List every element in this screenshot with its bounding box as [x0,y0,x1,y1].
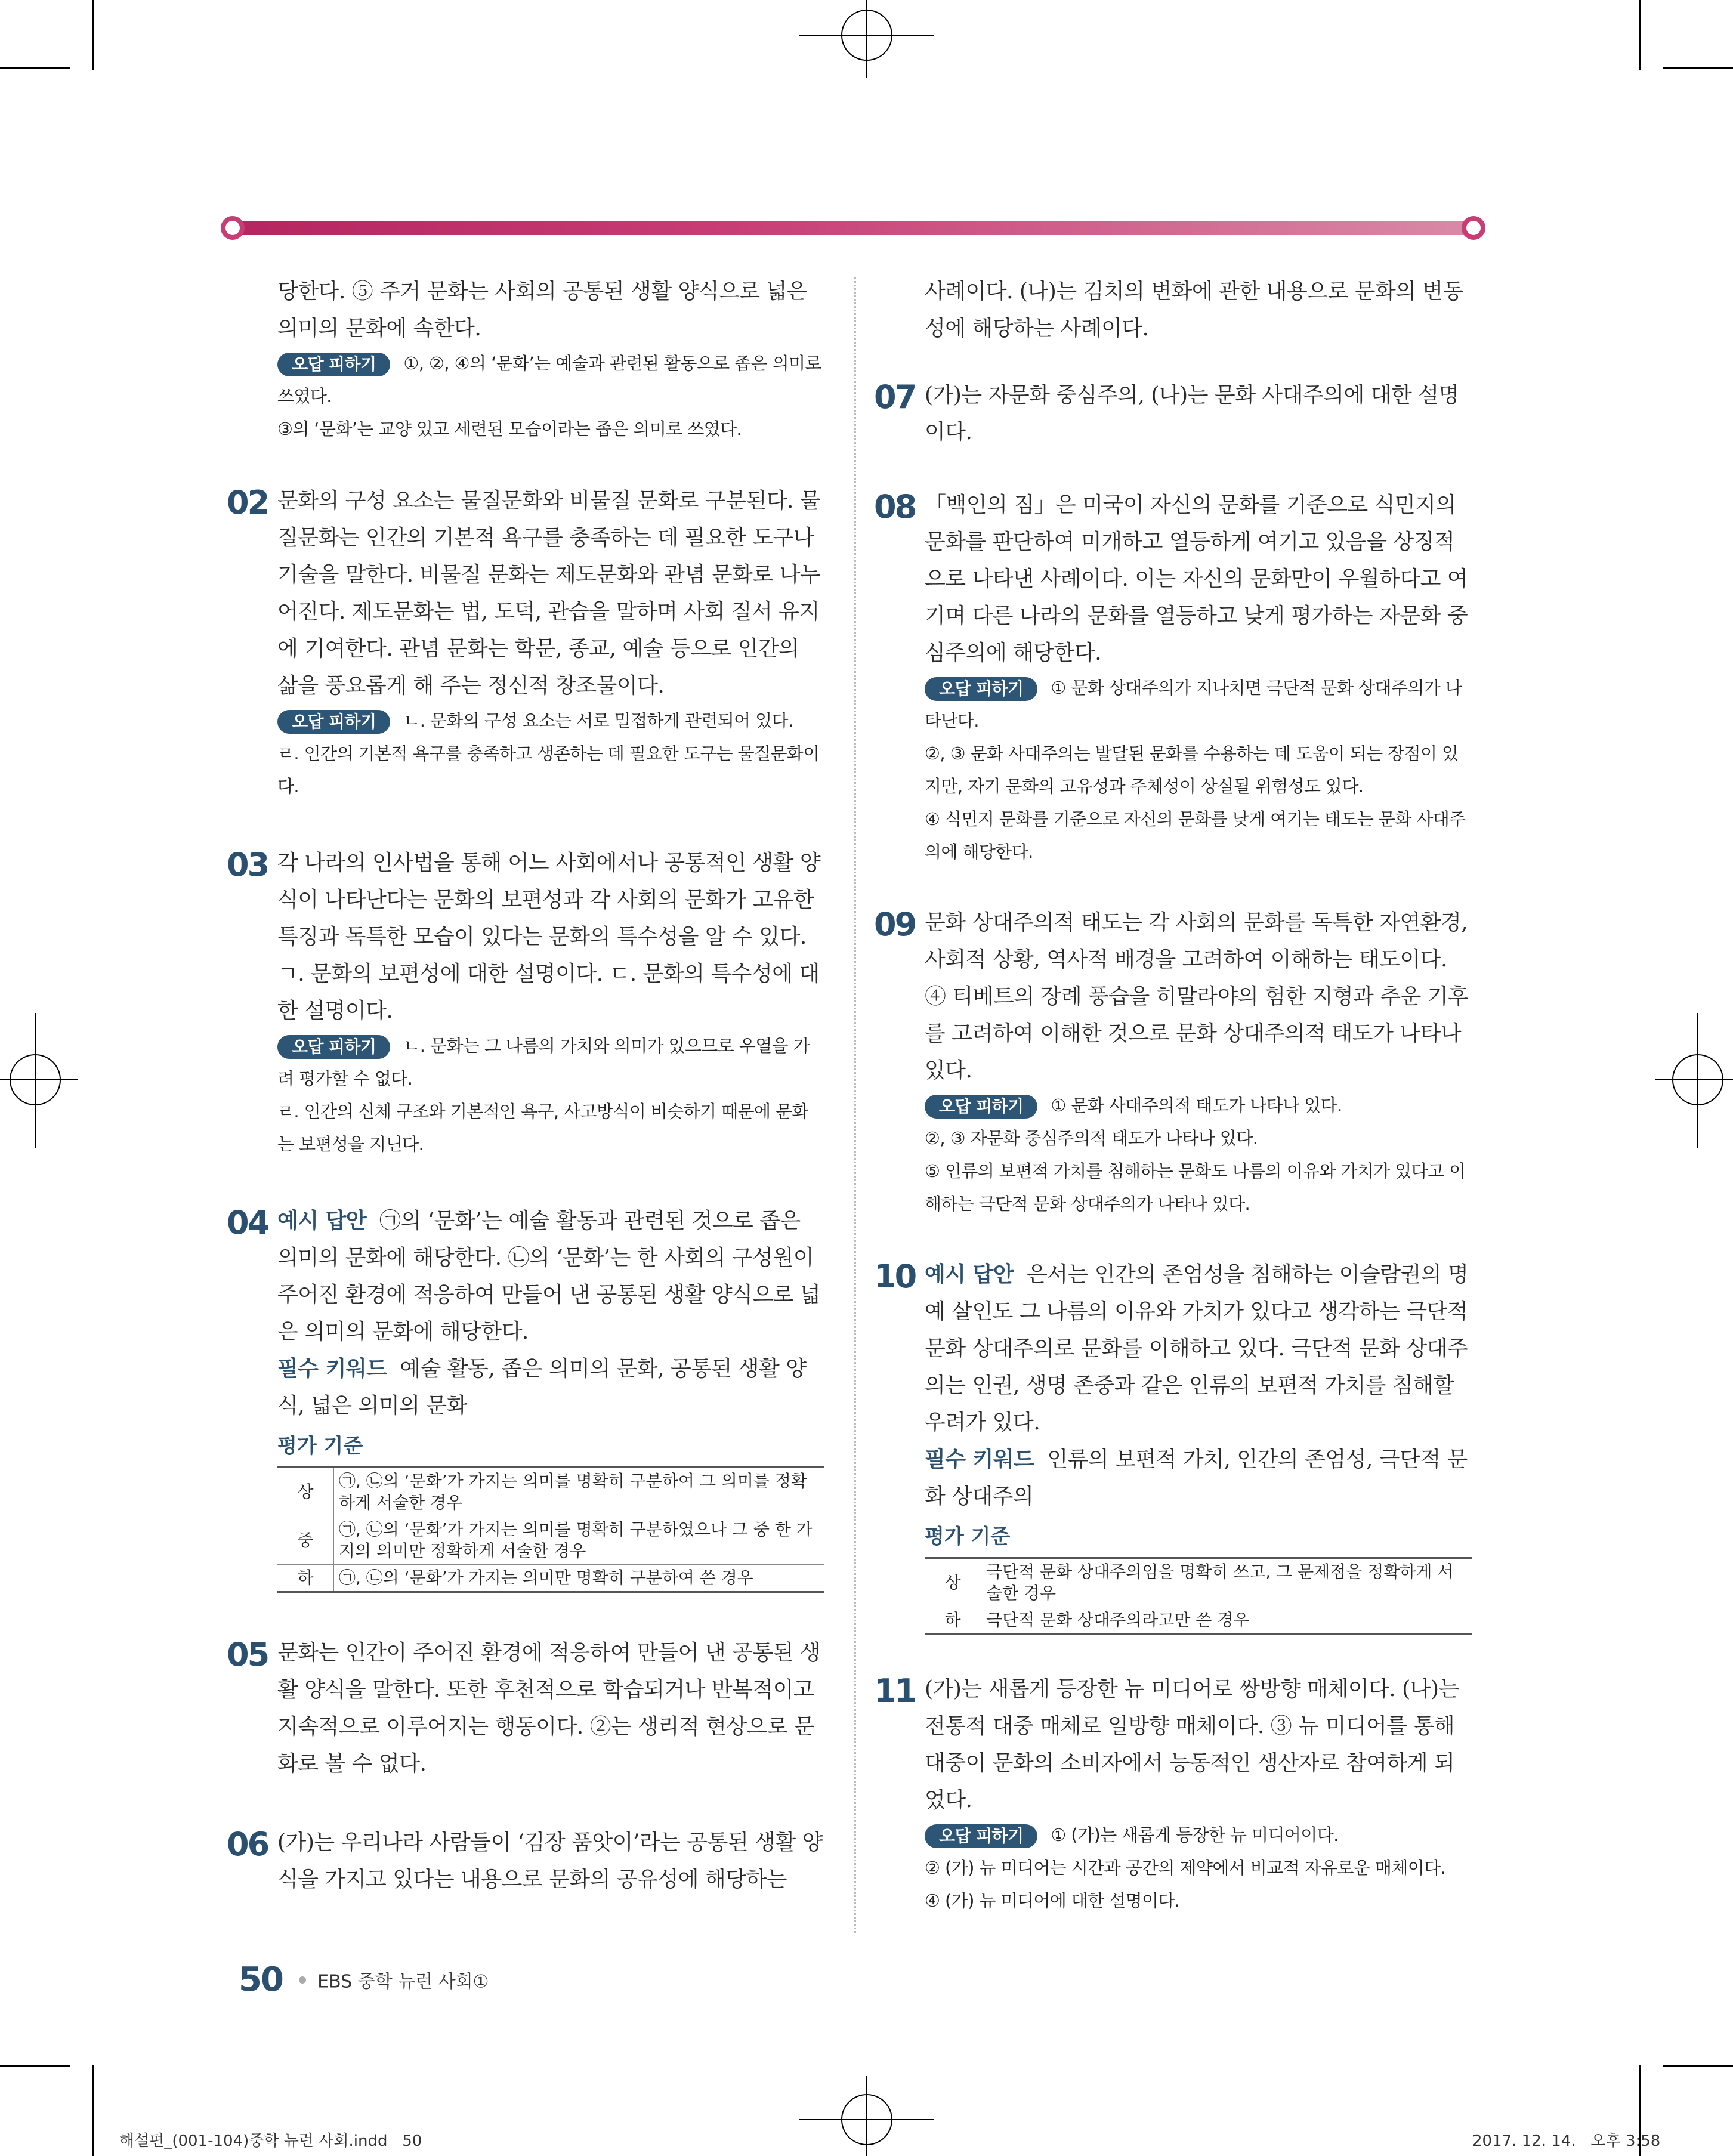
header-bar-dot-right [1462,216,1485,240]
registration-mark [799,35,934,36]
question-number: 04 [227,1204,268,1241]
note-text: ① (가)는 새롭게 등장한 뉴 미디어이다. [1051,1825,1339,1845]
criteria-level: 하 [925,1607,981,1635]
question-number: 07 [874,378,916,416]
answer-text: 당한다. ⑤ 주거 문화는 사회의 공통된 생활 양식으로 넓은 의미의 문화에 속한다. [277,279,808,341]
wrong-answer-note [925,672,1472,737]
question-05 [227,1635,824,1783]
answer-text [925,1256,1472,1441]
registration-mark [0,1079,78,1080]
criteria-table [277,1466,824,1593]
note-text: ① 문화 상대주의가 지나치면 극단적 문화 상대주의가 나타난다. [925,678,1462,731]
question-09 [874,904,1472,1221]
book-title: EBS 중학 뉴런 사회① [317,1971,489,1993]
file-info: 해설편_(001-104)중학 뉴런 사회.indd 50 [119,2132,422,2150]
continuation-block [277,273,824,446]
header-bar [221,221,1479,235]
criteria-level: 상 [925,1558,981,1607]
criteria-level: 상 [277,1468,334,1516]
question-06 [227,1824,824,1898]
wrong-answer-badge: 오답 피하기 [925,1824,1037,1848]
question-02 [227,483,824,803]
note-text: ㄴ. 문화는 그 나름의 가치와 의미가 있으므로 우열을 가려 평가할 수 없다. [277,1036,810,1089]
note-text: ④ 식민지 문화를 기준으로 자신의 문화를 낮게 여기는 태도는 문화 사대주의에 해당한다. [925,809,1466,862]
registration-mark [866,2076,867,2156]
crop-mark [92,0,94,70]
note-text: ㄹ. 인간의 기본적 욕구를 충족하고 생존하는 데 필요한 도구는 물질문화이다. [277,743,820,796]
question-number: 09 [874,906,916,943]
question-10 [874,1256,1472,1635]
note-text: ⑤ 인류의 보편적 가치를 침해하는 문화도 나름의 이유와 가치가 있다고 이해하는 극단적 문화 상대주의가 나타나 있다. [925,1161,1466,1214]
sample-answer-text: 은서는 인간의 존엄성을 침해하는 이슬람권의 명예 살인도 그 나름의 이유와 가치가 있다고 생각하는 극단적 문화 상대주의로 문화를 이해하고 있다. 극단적 문화 상대주의는 인권, 생명 존중과 같은 인류의 보편적 가치를 침해할 우려가 있다. [925,1262,1469,1435]
note-text: ① 문화 사대주의적 태도가 나타나 있다. [1051,1095,1342,1116]
question-08 [874,487,1472,869]
note-text: ㄴ. 문화의 구성 요소는 서로 밀접하게 관련되어 있다. [403,711,793,731]
wrong-answer-badge: 오답 피하기 [277,1035,390,1059]
crop-mark [0,67,70,69]
answer-text: (가)는 자문화 중심주의, (나)는 문화 사대주의에 대한 설명이다. [925,383,1459,444]
registration-mark [799,2119,934,2120]
criteria-heading: 평가 기준 [925,1525,1011,1549]
registration-mark [35,1013,36,1148]
note-text: ②, ③ 문화 사대주의는 발달된 문화를 수용하는 데 도움이 되는 장점이 있지만, 자기 문화의 고유성과 주체성이 상실될 위험성도 있다. [925,743,1459,796]
sample-answer-label: 예시 답안 [925,1262,1014,1287]
keyword-label: 필수 키워드 [925,1447,1034,1472]
answer-text: 사례이다. (나)는 김치의 변화에 관한 내용으로 문화의 변동성에 해당하는 사례이다. [925,279,1463,341]
page-number: 50 [239,1960,283,1999]
answer-text [277,1203,824,1351]
note-text: ㄹ. 인간의 신체 구조와 기본적인 욕구, 사고방식이 비슷하기 때문에 문화는 보편성을 지닌다. [277,1101,808,1154]
keyword-line [925,1441,1472,1515]
answer-text: (가)는 새롭게 등장한 뉴 미디어로 쌍방향 매체이다. (나)는 전통적 대중 매체로 일방향 매체이다. ③ 뉴 미디어를 통해 대중이 문화의 소비자에서 능동적인 생산자로 참여하게 되었다. [925,1677,1459,1812]
criteria-level: 중 [277,1516,334,1565]
table-row [277,1516,824,1565]
criteria-text: ㉠, ㉡의 ‘문화’가 가지는 의미를 명확히 구분하였으나 그 중 한 가지의 의미만 정확하게 서술한 경우 [334,1516,825,1565]
keyword-label: 필수 키워드 [277,1357,387,1381]
question-number: 11 [874,1672,916,1710]
wrong-answer-badge: 오답 피하기 [925,677,1037,701]
criteria-text: 극단적 문화 상대주의임을 명확히 쓰고, 그 문제점을 정확하게 서술한 경우 [981,1558,1472,1607]
crop-mark [1639,0,1641,70]
registration-mark [1655,1079,1733,1080]
right-column [874,273,1472,1917]
note-text: ②, ③ 자문화 중심주의적 태도가 나타나 있다. [925,1128,1258,1148]
table-row [277,1565,824,1592]
answer-text: (가)는 우리나라 사람들이 ‘김장 품앗이’라는 공통된 생활 양식을 가지고 있다는 내용으로 문화의 공유성에 해당하는 [277,1830,823,1892]
answer-text: 각 나라의 인사법을 통해 어느 사회에서나 공통적인 생활 양식이 나타난다는 문화의 보편성과 각 사회의 문화가 고유한 특징과 독특한 모습이 있다는 문화의 특수성을 알 수 있다. ㄱ. 문화의 보편성에 대한 설명이다. ㄷ. 문화의 특수성에 대한 설명이다. [277,851,821,1023]
keyword-text: 예술 활동, 좁은 의미의 문화, 공통된 생활 양식, 넓은 의미의 문화 [277,1357,807,1418]
answer-text: 문화 상대주의적 태도는 각 사회의 문화를 독특한 자연환경, 사회적 상황, 역사적 배경을 고려하여 이해하는 태도이다. ④ 티베트의 장례 풍습을 히말라야의 험한 지형과 추운 기후를 고려하여 이해한 것으로 문화 상대주의적 태도가 나타나 있다. [925,910,1469,1083]
wrong-answer-note [925,1089,1472,1122]
answer-text: 문화는 인간이 주어진 환경에 적응하여 만들어 낸 공통된 생활 양식을 말한다. 또한 후천적으로 학습되거나 반복적이고 지속적으로 이루어지는 행동이다. ②는 생리적 현상으로 문화로 볼 수 없다. [277,1641,821,1776]
page-footer [239,1960,489,1999]
question-number: 08 [874,488,916,526]
column-divider [854,277,856,1933]
wrong-answer-note [925,1819,1472,1852]
question-03 [227,845,824,1161]
criteria-text: ㉠, ㉡의 ‘문화’가 가지는 의미를 명확히 구분하여 그 의미를 정확하게 서술한 경우 [334,1468,825,1516]
note-text: ④ (가) 뉴 미디어에 대한 설명이다. [925,1891,1180,1911]
wrong-answer-note [277,1030,824,1095]
question-number: 05 [227,1636,268,1673]
header-bar-dot-left [221,216,245,240]
criteria-table [925,1557,1472,1635]
registration-mark [866,0,867,78]
keyword-line [277,1351,824,1425]
table-row [925,1558,1472,1607]
registration-mark [1697,1013,1698,1148]
question-number: 10 [874,1258,916,1295]
criteria-text: 극단적 문화 상대주의라고만 쓴 경우 [981,1607,1472,1635]
criteria-text: ㉠, ㉡의 ‘문화’가 가지는 의미만 명확히 구분하여 쓴 경우 [334,1565,825,1592]
continuation-block [925,273,1472,347]
question-number: 02 [227,484,268,521]
question-04 [227,1203,824,1593]
keyword-text: 인류의 보편적 가치, 인간의 존엄성, 극단적 문화 상대주의 [925,1447,1468,1509]
sample-answer-label: 예시 답안 [277,1209,367,1233]
answer-text: 문화의 구성 요소는 물질문화와 비물질 문화로 구분된다. 물질문화는 인간의 기본적 욕구를 충족하는 데 필요한 도구나 기술을 말한다. 비물질 문화는 제도문화와 관념 문화로 나누어진다. 제도문화는 법, 도덕, 관습을 말하며 사회 질서 유지에 기여한다. 관념 문화는 학문, 종교, 예술 등으로 인간의 삶을 풍요롭게 해 주는 정신적 창조물이다. [277,489,821,698]
sample-answer-text: ㉠의 ‘문화’는 예술 활동과 관련된 것으로 좁은 의미의 문화에 해당한다. ㉡의 ‘문화’는 한 사회의 구성원이 주어진 환경에 적응하여 만들어 낸 공통된 생활 양식으로 넓은 의미의 문화에 해당한다. [277,1209,821,1344]
print-time: 2017. 12. 14. 오후 3:58 [1472,2132,1661,2150]
left-column [227,273,824,1898]
note-text: ② (가) 뉴 미디어는 시간과 공간의 제약에서 비교적 자유로운 매체이다. [925,1858,1446,1878]
wrong-answer-badge: 오답 피하기 [925,1095,1037,1119]
wrong-answer-note [277,347,824,413]
crop-mark [92,2065,94,2156]
question-number: 06 [227,1826,268,1863]
bullet-icon [299,1976,306,1984]
wrong-answer-badge: 오답 피하기 [277,710,390,734]
table-row [925,1607,1472,1635]
question-07 [874,377,1472,451]
question-number: 03 [227,846,268,884]
criteria-heading: 평가 기준 [277,1434,363,1458]
criteria-level: 하 [277,1565,334,1592]
wrong-answer-badge: 오답 피하기 [277,353,390,376]
note-text: ①, ②, ④의 ‘문화’는 예술과 관련된 활동으로 좁은 의미로 쓰였다. [277,353,821,406]
crop-mark [1663,2065,1733,2067]
crop-mark [0,2065,70,2067]
answer-text: 「백인의 짐」은 미국이 자신의 문화를 기준으로 식민지의 문화를 판단하여 미개하고 열등하게 여기고 있음을 상징적으로 나타낸 사례이다. 이는 자신의 문화만이 우월하다고 여기며 다른 나라의 문화를 열등하고 낮게 평가하는 자문화 중심주의에 해당한다. [925,493,1468,665]
note-text: ③의 ‘문화’는 교양 있고 세련된 모습이라는 좁은 의미로 쓰였다. [277,419,742,439]
wrong-answer-note [277,705,824,737]
table-row [277,1468,824,1516]
crop-mark [1663,67,1733,69]
question-11 [874,1671,1472,1917]
